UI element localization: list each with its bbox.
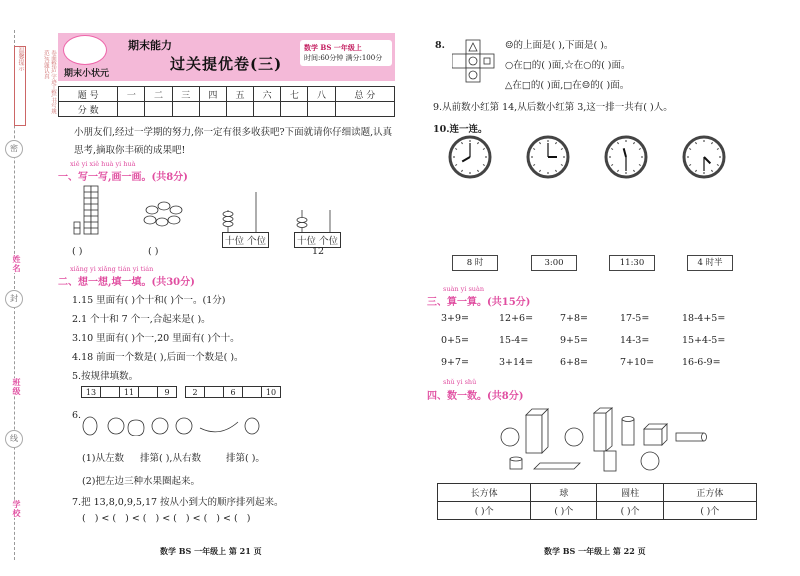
- place-value-box-1: 十位 个位: [222, 232, 269, 248]
- q6-1c: 排第( )。: [226, 453, 265, 464]
- school-label: 学校: [5, 500, 23, 518]
- shape-header: 长方体: [438, 484, 531, 502]
- calc-problem[interactable]: 14-3=: [620, 335, 650, 346]
- note-text: 卷面整洁,字迹工整,书写规范,答题认真: [42, 50, 56, 114]
- page-title: 过关提优卷(三): [170, 55, 283, 73]
- shape-header: 球: [531, 484, 597, 502]
- q3-text: 3.10 里面有( )个一,20 里面有( )个十。: [72, 333, 240, 344]
- q5-text: 5.按规律填数。: [72, 371, 139, 382]
- clock-face: [450, 137, 490, 177]
- shape-count-cell[interactable]: ( )个: [663, 502, 756, 520]
- calc-problem[interactable]: 3+9=: [441, 313, 470, 324]
- class-label: 班级: [5, 378, 23, 396]
- score-header-cell: 八: [308, 87, 335, 102]
- name-label: 姓名: [5, 255, 23, 273]
- q8-label: 8.: [435, 40, 445, 51]
- score-cell[interactable]: [226, 102, 253, 117]
- score-header-cell: 题 号: [59, 87, 118, 102]
- score-cell[interactable]: [335, 102, 394, 117]
- calc-problem[interactable]: 9+5=: [560, 335, 589, 346]
- footer-right: 数学 BS 一年级上 第 22 页: [544, 546, 646, 556]
- score-cell[interactable]: [254, 102, 281, 117]
- sec3-pinyin: suàn yi suàn: [443, 285, 485, 293]
- sec4-pinyin: shǔ yi shǔ: [443, 378, 477, 386]
- calc-problem[interactable]: 17-5=: [620, 313, 650, 324]
- q8-line-1: ☺的上面是( ),下面是( )。: [505, 40, 614, 51]
- q6-1b: 排第( ),从右数: [140, 453, 201, 464]
- calc-problem[interactable]: 6+8=: [560, 357, 589, 368]
- score-cell[interactable]: [118, 102, 145, 117]
- score-cell[interactable]: [199, 102, 226, 117]
- time-box-3[interactable]: 11:30: [609, 255, 655, 271]
- score-cell[interactable]: [281, 102, 308, 117]
- calc-problem[interactable]: 7+10=: [620, 357, 655, 368]
- q6-1a: (1)从左数: [82, 453, 124, 464]
- calc-problem[interactable]: 0+5=: [441, 335, 470, 346]
- time-label: 时间:60分钟: [304, 54, 344, 62]
- q1-text: 1.15 里面有( )个十和( )个一。(1分): [72, 295, 226, 306]
- place-value-box-2: 十位 个位: [294, 232, 341, 248]
- binding-strip: [0, 0, 28, 576]
- q2-text: 2.1 个十和 7 个一,合起来是( )。: [72, 314, 211, 325]
- section-2-title: 二、想一想,填一填。(共30分): [58, 277, 195, 288]
- sec1-blank-1[interactable]: ( ): [72, 246, 83, 257]
- score-cell[interactable]: [308, 102, 335, 117]
- calc-problem[interactable]: 3+14=: [499, 357, 534, 368]
- shape-count-cell[interactable]: ( )个: [531, 502, 597, 520]
- sequence-1: 13 11 9: [82, 386, 177, 398]
- score-cell[interactable]: [172, 102, 199, 117]
- clock-face: [606, 137, 646, 177]
- score-cell[interactable]: [145, 102, 172, 117]
- clock-face: [528, 137, 568, 177]
- seal-circle: 密: [5, 140, 23, 158]
- fruit-row-icon: [82, 412, 262, 436]
- q8-line-3: △在□的( )面,□在☺的( )面。: [505, 80, 630, 91]
- calc-problem[interactable]: 12+6=: [499, 313, 534, 324]
- score-header-cell: 总 分: [335, 87, 394, 102]
- series-title: 期末能力: [128, 39, 172, 52]
- shape-count-cell[interactable]: ( )个: [438, 502, 531, 520]
- q7-blanks[interactable]: ( )<( )<( )<( )<( )<( ): [82, 513, 254, 524]
- subject-label: 数学 BS 一年级上: [304, 43, 362, 52]
- calc-problem[interactable]: 7+8=: [560, 313, 589, 324]
- shape-count-table: [437, 483, 757, 520]
- q6-2: (2)把左边三种水果圈起来。: [82, 476, 200, 487]
- section-4-title: 四、数一数。(共8分): [427, 391, 524, 402]
- seal-circle: 线: [5, 430, 23, 448]
- score-label: 满分:100分: [345, 54, 383, 62]
- score-header-cell: 二: [145, 87, 172, 102]
- calc-problem[interactable]: 9+7=: [441, 357, 470, 368]
- note-box: 温馨提示: [14, 46, 26, 126]
- shape-header: 正方体: [663, 484, 756, 502]
- q6-text: 6.: [72, 410, 82, 421]
- score-header-cell: 三: [172, 87, 199, 102]
- q4-text: 4.18 前面一个数是( ),后面一个数是( )。: [72, 352, 244, 363]
- time-box-1[interactable]: 8 时: [452, 255, 498, 271]
- cube-net-icon: [452, 38, 497, 90]
- q9-text: 9.从前数小红第 14,从后数小红第 3,这一排一共有( )人。: [433, 102, 673, 113]
- info-box: [300, 40, 392, 66]
- shape-count-cell[interactable]: ( )个: [597, 502, 663, 520]
- score-header-cell: 六: [254, 87, 281, 102]
- brand-name: 期末小状元: [64, 69, 110, 79]
- score-header-cell: 一: [118, 87, 145, 102]
- sec1-pinyin: xiě yi xiě huà yi huà: [70, 160, 136, 168]
- clocks-svg: [448, 133, 748, 183]
- score-header-cell: 五: [226, 87, 253, 102]
- seal-circle: 封: [5, 290, 23, 308]
- score-cell: 分 数: [59, 102, 118, 117]
- sec1-blank-2[interactable]: ( ): [148, 246, 159, 257]
- q10-text: 10.连一连。: [433, 124, 488, 135]
- shape-header: 圆柱: [597, 484, 663, 502]
- sec1-number: 12: [312, 246, 325, 257]
- footer-left: 数学 BS 一年级上 第 21 页: [160, 546, 262, 556]
- score-header-cell: 七: [281, 87, 308, 102]
- calc-problem[interactable]: 15+4-5=: [682, 335, 726, 346]
- brand-logo-icon: [63, 35, 107, 65]
- score-table: [58, 86, 395, 117]
- score-header-cell: 四: [199, 87, 226, 102]
- sequence-2: 2 6 10: [186, 386, 281, 398]
- time-box-4[interactable]: 4 时半: [687, 255, 733, 271]
- calc-problem[interactable]: 18-4+5=: [682, 313, 726, 324]
- section-1-title: 一、写一写,画一画。(共8分): [58, 172, 188, 183]
- section-3-title: 三、算一算。(共15分): [427, 297, 531, 308]
- q7-text: 7.把 13,8,0,9,5,17 按从小到大的顺序排列起来。: [72, 497, 284, 508]
- intro-text: 小朋友们,经过一学期的努力,你一定有很多收获吧?下面就请你仔细读题,认真思考,摘取你丰硕的成果吧!: [74, 127, 393, 156]
- q8-line-2: ○在□的( )面,☆在○的( )面。: [505, 60, 631, 71]
- calc-problem[interactable]: 16-6-9=: [682, 357, 721, 368]
- solid-shapes-icon: [498, 405, 708, 475]
- time-box-2[interactable]: 3:00: [531, 255, 577, 271]
- clock-face: [684, 137, 724, 177]
- sec2-pinyin: xiǎng yi xiǎng tián yi tián: [70, 265, 154, 273]
- calc-problem[interactable]: 15-4=: [499, 335, 529, 346]
